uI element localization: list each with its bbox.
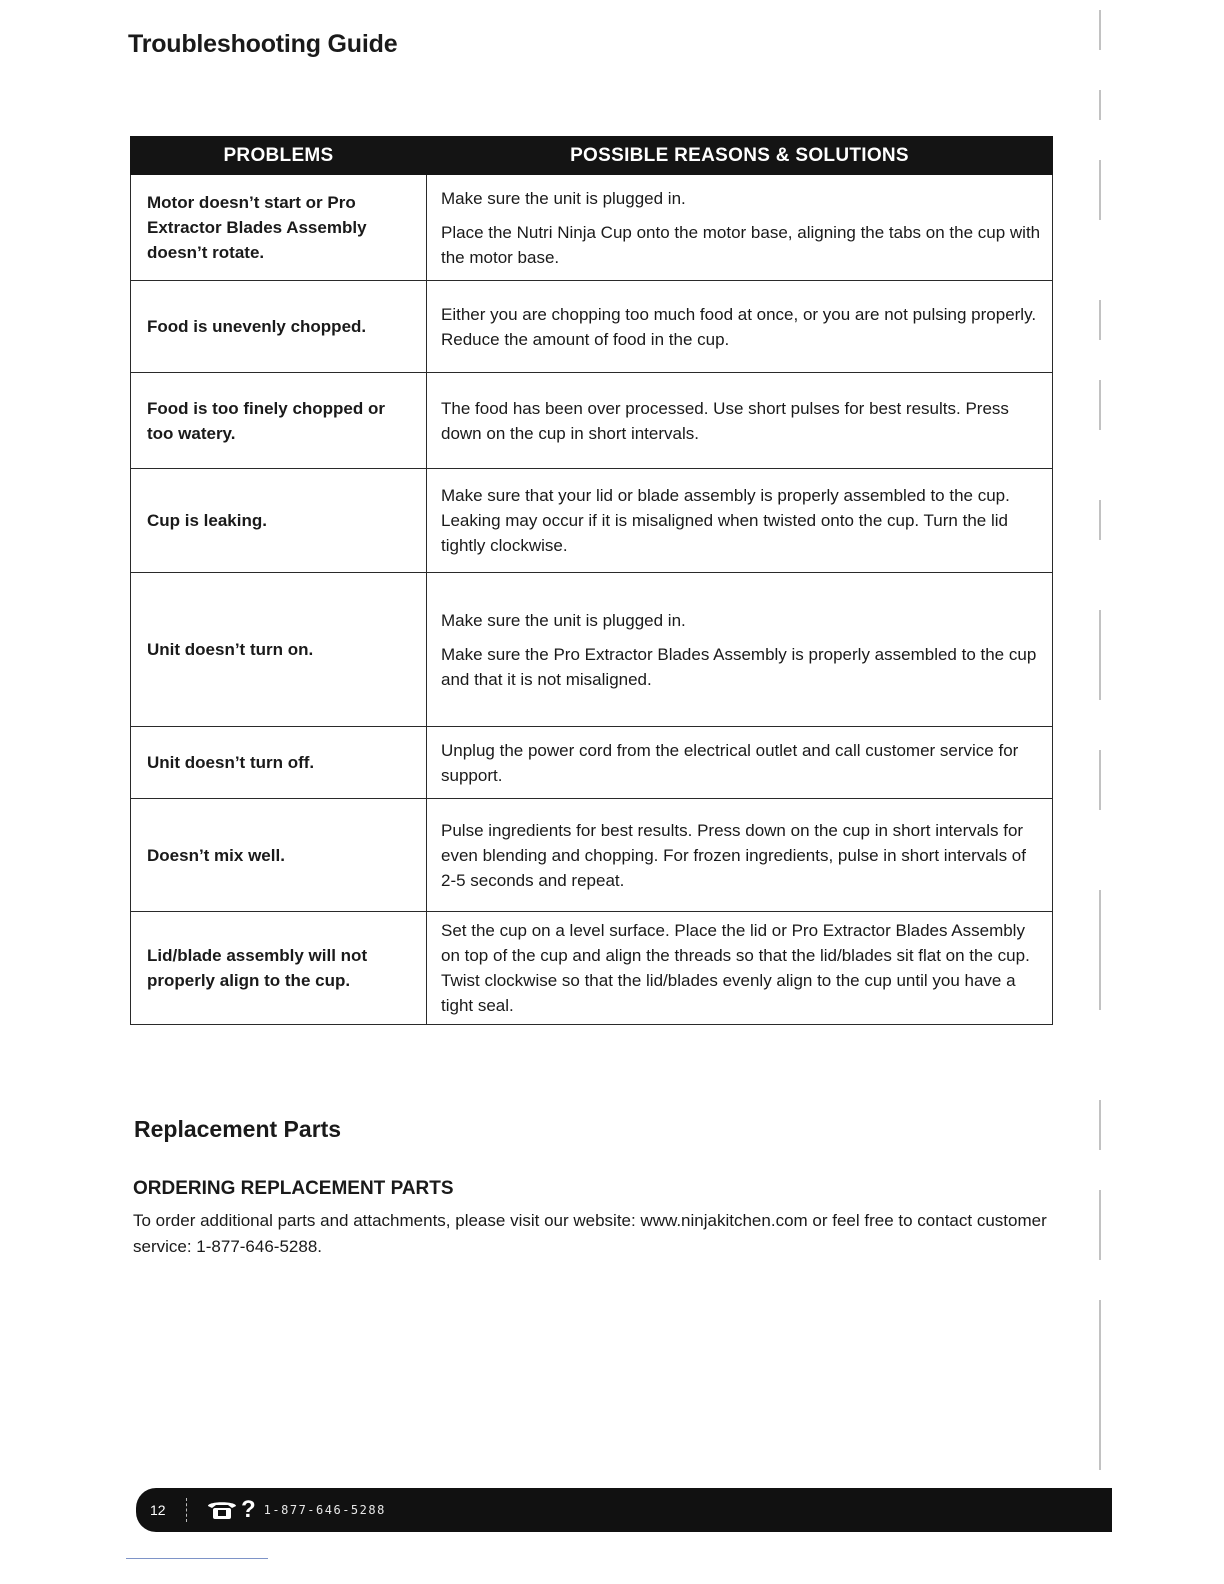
solution-text: Place the Nutri Ninja Cup onto the motor base, aligning the tabs on the cup with the motor base.: [441, 222, 1041, 267]
page-number: 12: [150, 1502, 166, 1518]
solution-text: Pulse ingredients for best results. Press down on the cup in short intervals for even blending and chopping. For frozen ingredients, pulse in short intervals of 2-5 seconds and repeat.: [441, 820, 1026, 890]
column-header-problems: PROBLEMS: [131, 137, 427, 175]
solution-text: Either you are chopping too much food at once, or you are not pulsing properly. Reduce the amount of food in the cup.: [441, 304, 1037, 349]
problem-cell: Cup is leaking.: [131, 469, 427, 573]
page-title: Troubleshooting Guide: [128, 30, 398, 58]
table-row: [131, 912, 1053, 1025]
solution-cell: [427, 912, 1053, 1025]
solution-cell: [427, 469, 1053, 573]
telephone-icon: [206, 1499, 240, 1521]
question-mark: ?: [241, 1496, 256, 1523]
table-row: [131, 469, 1053, 573]
solution-text: Make sure the unit is plugged in.: [441, 610, 686, 630]
table-row: [131, 799, 1053, 912]
replacement-parts-heading: Replacement Parts: [134, 1116, 342, 1142]
solution-cell: [427, 573, 1053, 727]
problem-cell: Food is too finely chopped or too watery.: [131, 373, 427, 469]
problem-cell: Doesn’t mix well.: [131, 799, 427, 912]
problem-cell: Food is unevenly chopped.: [131, 281, 427, 373]
ordering-parts-text: To order additional parts and attachments, please visit our website: www.ninjakitchen.com or feel free to contact customer service: 1-877-646-5288.: [133, 1211, 1047, 1256]
scan-edge-marks: [1098, 10, 1102, 1470]
bottom-rule: [126, 1558, 268, 1559]
table-header-row: [131, 137, 1053, 175]
table-row: [131, 373, 1053, 469]
solution-cell: [427, 799, 1053, 912]
table-row: [131, 281, 1053, 373]
problem-cell: Unit doesn’t turn off.: [131, 727, 427, 799]
ordering-parts-subheading: ORDERING REPLACEMENT PARTS: [133, 1178, 454, 1199]
footer-phone-number: 1-877-646-5288: [263, 1503, 386, 1517]
solution-cell: [427, 727, 1053, 799]
solution-text: Unplug the power cord from the electrical outlet and call customer service for support.: [441, 740, 1019, 785]
solution-text: The food has been over processed. Use short pulses for best results. Press down on the cup in short intervals.: [441, 398, 1009, 443]
telephone-question-icon: [206, 1498, 256, 1522]
solution-cell: [427, 175, 1053, 281]
solution-text: Set the cup on a level surface. Place the lid or Pro Extractor Blades Assembly on top of the cup and align the threads so that the lid/blades sit flat on the cup. Twist clockwise so that the lid/blades evenly align to the cup until you have a tight seal.: [441, 921, 1030, 1015]
solution-text: Make sure that your lid or blade assembly is properly assembled to the cup. Leaking may occur if it is misaligned when twisted onto the cup. Turn the lid tightly clockwise.: [441, 486, 1010, 555]
table-row: [131, 175, 1053, 281]
table-row: [131, 573, 1053, 727]
solution-cell: [427, 281, 1053, 373]
solution-text: Make sure the unit is plugged in.: [441, 188, 686, 208]
footer-bar: [136, 1488, 1112, 1532]
troubleshooting-table: [130, 136, 1053, 1025]
table-row: [131, 727, 1053, 799]
problem-cell: Lid/blade assembly will not properly align to the cup.: [131, 912, 427, 1025]
footer-divider: [186, 1498, 188, 1522]
column-header-solutions: POSSIBLE REASONS & SOLUTIONS: [427, 137, 1053, 175]
problem-cell: Unit doesn’t turn on.: [131, 573, 427, 727]
problem-cell: Motor doesn’t start or Pro Extractor Blades Assembly doesn’t rotate.: [131, 175, 427, 281]
solution-text: Make sure the Pro Extractor Blades Assembly is properly assembled to the cup and that it is not misaligned.: [441, 644, 1037, 689]
solution-cell: [427, 373, 1053, 469]
